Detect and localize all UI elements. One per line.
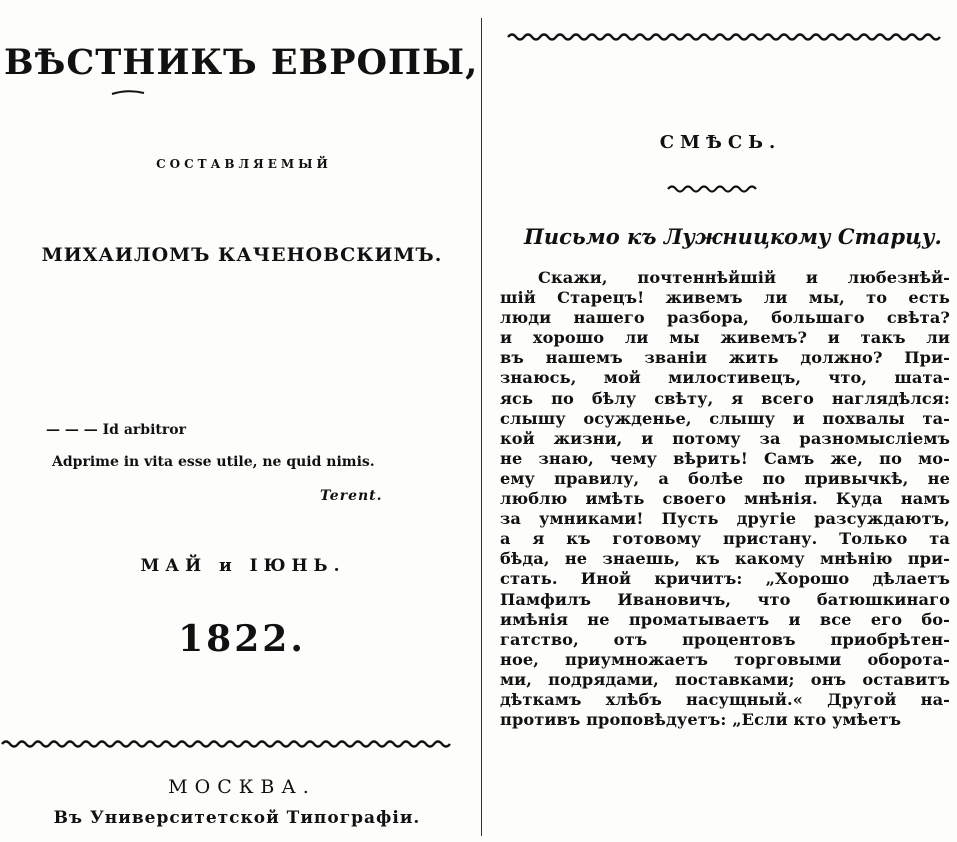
- compiled-by: СОСТАВЛЯЕМЫЙ: [156, 157, 332, 171]
- section-swash-ornament: [664, 182, 760, 194]
- editor-name: МИХАИЛОМЪ КАЧЕНОВСКИМЪ.: [41, 244, 443, 266]
- epigraph-attribution: Terent.: [320, 488, 383, 504]
- text-line: шій Старецъ! живемъ ли мы, то есть: [500, 288, 950, 308]
- wavy-rule-ornament: [0, 736, 456, 750]
- section-heading: СМѢСЬ.: [659, 132, 782, 153]
- text-line: въ нашемъ званіи жить должно? При-: [500, 348, 950, 368]
- text-line: гатство, отъ процентовъ приобрѣтен-: [500, 629, 950, 649]
- text-line: ми, подрядами, поставками; онъ оставитъ: [500, 669, 950, 689]
- text-line: дѣткамъ хлѣбъ насущный.« Другой на-: [500, 689, 950, 709]
- letter-body: [500, 268, 950, 730]
- text-line: люблю имѣть своего мнѣнія. Куда намъ: [500, 489, 950, 509]
- epigraph-line-1: — — — Id arbitror: [46, 422, 186, 438]
- wavy-rule-ornament-top: [506, 30, 946, 42]
- letter-title: Письмо къ Лужницкому Старцу.: [524, 224, 942, 249]
- left-page: [0, 0, 478, 842]
- text-line: имѣнія не проматываетъ и все его бо-: [500, 609, 950, 629]
- text-line: Скажи, почтеннѣйшій и любезнѣй-: [538, 268, 950, 287]
- text-line: знаюсь, мой милостивецъ, что, шата-: [500, 368, 950, 388]
- text-line: люди нашего разбора, большаго свѣта?: [500, 308, 950, 328]
- journal-title: ВѢСТНИКЪ ЕВРОПЫ,: [4, 42, 478, 83]
- text-line: не знаю, чему вѣрить! Самъ же, по мо-: [500, 448, 950, 468]
- epigraph-line-2: Adprime in vita esse utile, ne quid nimis.: [52, 454, 375, 470]
- text-line: противъ проповѣдуетъ: „Если кто умѣетъ: [500, 710, 902, 730]
- issue-year: 1822.: [178, 618, 306, 660]
- press-name: Въ Университетской Типографіи.: [53, 808, 421, 828]
- city-name: МОСКВА.: [168, 776, 316, 798]
- text-line: стать. Иной кричитъ: „Хорошо дѣлаетъ: [500, 569, 950, 589]
- text-line: за умниками! Пусть другіе разсуждаютъ,: [500, 509, 950, 529]
- text-line: ясь по бѣлу свѣту, я всего наглядѣлся:: [500, 388, 950, 408]
- text-line: ное, приумножаетъ торговыми оборота-: [500, 649, 950, 669]
- text-line: а я къ готовому пристану. Только та: [500, 529, 950, 549]
- text-line: кой жизни, и потому за разномысліемъ: [500, 428, 950, 448]
- title-swash-ornament: [110, 88, 146, 98]
- page-divider: [481, 18, 482, 836]
- text-line: ему правилу, а болѣе по привычкѣ, не: [500, 468, 950, 488]
- text-line: слышу осужденье, слышу и похвалы та-: [500, 408, 950, 428]
- text-line: Памфилъ Ивановичъ, что батюшкинаго: [500, 589, 950, 609]
- issue-months: МАЙ и ІЮНЬ.: [140, 556, 346, 576]
- text-line: бѣда, не знаешь, къ какому мнѣнію при-: [500, 549, 950, 569]
- text-line: и хорошо ли мы живемъ? и такъ ли: [500, 328, 950, 348]
- right-page: [484, 0, 957, 842]
